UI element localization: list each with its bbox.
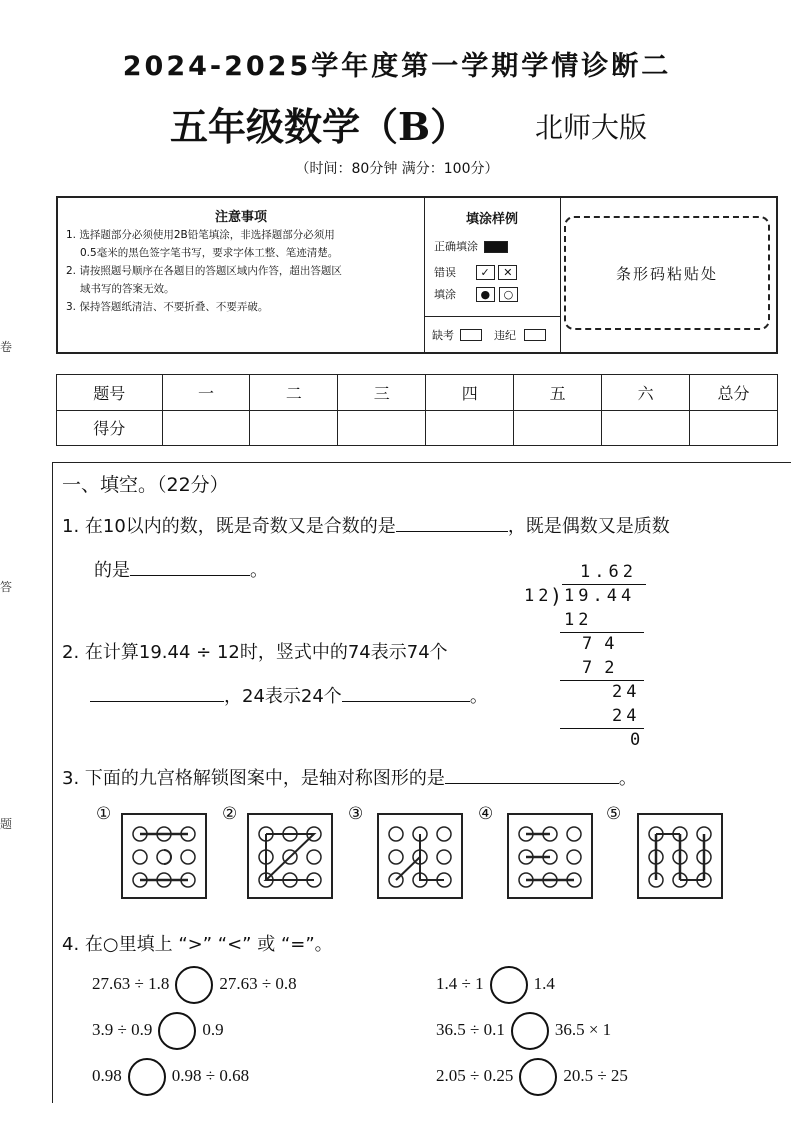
- comparison-right: 27.63 ÷ 0.8: [219, 973, 297, 993]
- division-quotient: 1.62: [580, 562, 637, 582]
- comparison-right: 36.5 × 1: [554, 1019, 612, 1039]
- fill-sample-title: 填涂样例: [465, 212, 518, 227]
- wrong-fill-row-2: [434, 286, 518, 302]
- pattern-label: ④: [478, 804, 494, 824]
- comparison-right: 0.9: [202, 1019, 224, 1039]
- exam-meta: （时间：80分钟 满分：100分）: [295, 161, 499, 177]
- wrong-fill-row-1: [434, 264, 517, 280]
- answer-blank[interactable]: [130, 557, 250, 576]
- table-cell: 得分: [57, 410, 163, 446]
- comparison-item: [436, 1058, 628, 1096]
- info-box: [56, 196, 778, 354]
- notice-item: 1. 选择题部分必须使用2B铅笔填涂，非选择题部分必须用: [66, 229, 335, 241]
- score-table: [56, 374, 778, 446]
- division-line: [560, 632, 644, 633]
- pattern-label: ①: [96, 804, 112, 824]
- comparison-right: 20.5 ÷ 25: [563, 1065, 628, 1085]
- question-text: ，24表示24个: [224, 686, 342, 707]
- division-divisor: 12: [524, 586, 553, 606]
- absent-label: 缺考: [432, 329, 454, 342]
- table-row: [57, 375, 778, 411]
- correct-fill-label: 正确填涂: [434, 240, 478, 253]
- compare-circle[interactable]: [175, 966, 213, 1004]
- division-dividend: 19.44: [564, 586, 636, 606]
- barcode-area: [564, 216, 770, 330]
- question-text: 1. 在10以内的数，既是奇数又是合数的是: [62, 516, 396, 537]
- violation-checkbox[interactable]: [524, 329, 546, 341]
- notice-item: 0.5毫米的黑色签字笔书写，要求字体工整、笔迹清楚。: [80, 247, 339, 259]
- question-4: 4. 在○里填上 “>” “<” 或 “=”。: [62, 934, 333, 955]
- comparison-left: 0.98: [92, 1065, 122, 1085]
- comparison-item: [92, 1012, 224, 1050]
- wrong-fill-label: 填涂: [434, 288, 456, 301]
- comparison-left: 36.5 ÷ 0.1: [436, 1019, 505, 1039]
- absent-panel: [424, 316, 560, 353]
- table-cell: 二: [250, 375, 338, 411]
- question-2-cont: [90, 682, 488, 708]
- question-text: 。: [469, 686, 488, 707]
- score-cell[interactable]: [514, 410, 602, 446]
- division-step: 72: [582, 658, 627, 678]
- table-row: [57, 410, 778, 446]
- compare-circle[interactable]: [158, 1012, 196, 1050]
- answer-blank[interactable]: [90, 683, 224, 702]
- notice-title: 注意事项: [214, 210, 267, 225]
- comparison-left: 3.9 ÷ 0.9: [92, 1019, 153, 1039]
- comparison-item: [436, 1012, 611, 1050]
- ring-fill-icon: ○: [499, 287, 519, 302]
- division-step: 24: [612, 706, 641, 726]
- comparison-item: [92, 1058, 249, 1096]
- notice-item: 2. 请按照题号顺序在各题目的答题区域内作答，超出答题区: [66, 265, 342, 277]
- cross-mark-icon: ✕: [498, 265, 517, 280]
- question-2: [62, 638, 448, 664]
- division-step: 0: [630, 730, 641, 750]
- question-1: [62, 512, 670, 538]
- subject-title: 五年级数学（B）: [170, 104, 469, 149]
- unlock-pattern-1[interactable]: [120, 812, 210, 902]
- wrong-fill-label: 错误: [434, 266, 456, 279]
- answer-blank[interactable]: [396, 513, 508, 532]
- compare-circle[interactable]: [511, 1012, 549, 1050]
- comparison-left: 27.63 ÷ 1.8: [92, 973, 170, 993]
- comparison-left: 1.4 ÷ 1: [436, 973, 484, 993]
- table-cell: 总分: [690, 375, 778, 411]
- correct-fill-row: [434, 238, 508, 254]
- division-step: 24: [612, 682, 641, 702]
- dot-fill-icon: ●: [476, 287, 496, 302]
- score-cell[interactable]: [426, 410, 514, 446]
- score-cell[interactable]: [250, 410, 338, 446]
- compare-circle[interactable]: [490, 966, 528, 1004]
- question-1-cont: [94, 556, 268, 582]
- violation-label: 违纪: [494, 329, 516, 342]
- score-cell[interactable]: [338, 410, 426, 446]
- notice-item: 域书写的答案无效。: [80, 283, 175, 295]
- absent-checkbox[interactable]: [460, 329, 482, 341]
- exam-title: 2024-2025学年度第一学期学情诊断二: [122, 51, 672, 82]
- unlock-pattern-5[interactable]: [636, 812, 726, 902]
- question-text: 3. 下面的九宫格解锁图案中，是轴对称图形的是: [62, 768, 445, 789]
- score-cell[interactable]: [690, 410, 778, 446]
- unlock-pattern-4[interactable]: [506, 812, 596, 902]
- notice-panel: [58, 198, 425, 352]
- margin-mark: 题: [0, 817, 13, 831]
- division-step: 74: [582, 634, 627, 654]
- notice-item: 3. 保持答题纸清洁、不要折叠、不要弄破。: [66, 301, 269, 313]
- margin-mark: 答: [0, 580, 13, 594]
- question-text: 的是: [94, 560, 130, 581]
- division-line: [560, 680, 644, 681]
- division-bracket: ): [550, 584, 563, 608]
- section-title: 一、填空。（22分）: [62, 474, 229, 496]
- table-cell: 四: [426, 375, 514, 411]
- compare-circle[interactable]: [519, 1058, 557, 1096]
- table-cell: 题号: [57, 375, 163, 411]
- comparison-right: 1.4: [533, 973, 555, 993]
- score-cell[interactable]: [602, 410, 690, 446]
- table-cell: 五: [514, 375, 602, 411]
- compare-circle[interactable]: [128, 1058, 166, 1096]
- pattern-label: ②: [222, 804, 238, 824]
- table-cell: 六: [602, 375, 690, 411]
- question-3: [62, 764, 637, 790]
- answer-blank[interactable]: [342, 683, 470, 702]
- comparison-right: 0.98 ÷ 0.68: [171, 1065, 250, 1085]
- pattern-label: ⑤: [606, 804, 622, 824]
- score-cell[interactable]: [162, 410, 250, 446]
- question-text: 。: [618, 768, 637, 789]
- division-line: [560, 728, 644, 729]
- comparison-item: [92, 966, 297, 1004]
- pattern-label: ③: [348, 804, 364, 824]
- check-mark-icon: ✓: [476, 265, 495, 280]
- table-cell: 一: [162, 375, 250, 411]
- division-step: 12: [564, 610, 593, 630]
- barcode-label: 条形码粘贴处: [615, 265, 718, 283]
- unlock-pattern-3[interactable]: [376, 812, 466, 902]
- division-bar: [562, 584, 646, 585]
- question-text: ，既是偶数又是质数: [507, 516, 670, 537]
- table-cell: 三: [338, 375, 426, 411]
- long-division: [520, 562, 650, 752]
- question-text: 。: [250, 560, 268, 581]
- edition-label: 北师大版: [535, 111, 648, 144]
- comparison-left: 2.05 ÷ 0.25: [436, 1065, 514, 1085]
- answer-blank[interactable]: [445, 765, 619, 784]
- question-text: 2. 在计算19.44 ÷ 12时，竖式中的74表示74个: [62, 642, 448, 663]
- margin-mark: 卷: [0, 340, 13, 354]
- unlock-pattern-2[interactable]: [246, 812, 336, 902]
- filled-box-icon: [484, 241, 508, 253]
- comparison-item: [436, 966, 555, 1004]
